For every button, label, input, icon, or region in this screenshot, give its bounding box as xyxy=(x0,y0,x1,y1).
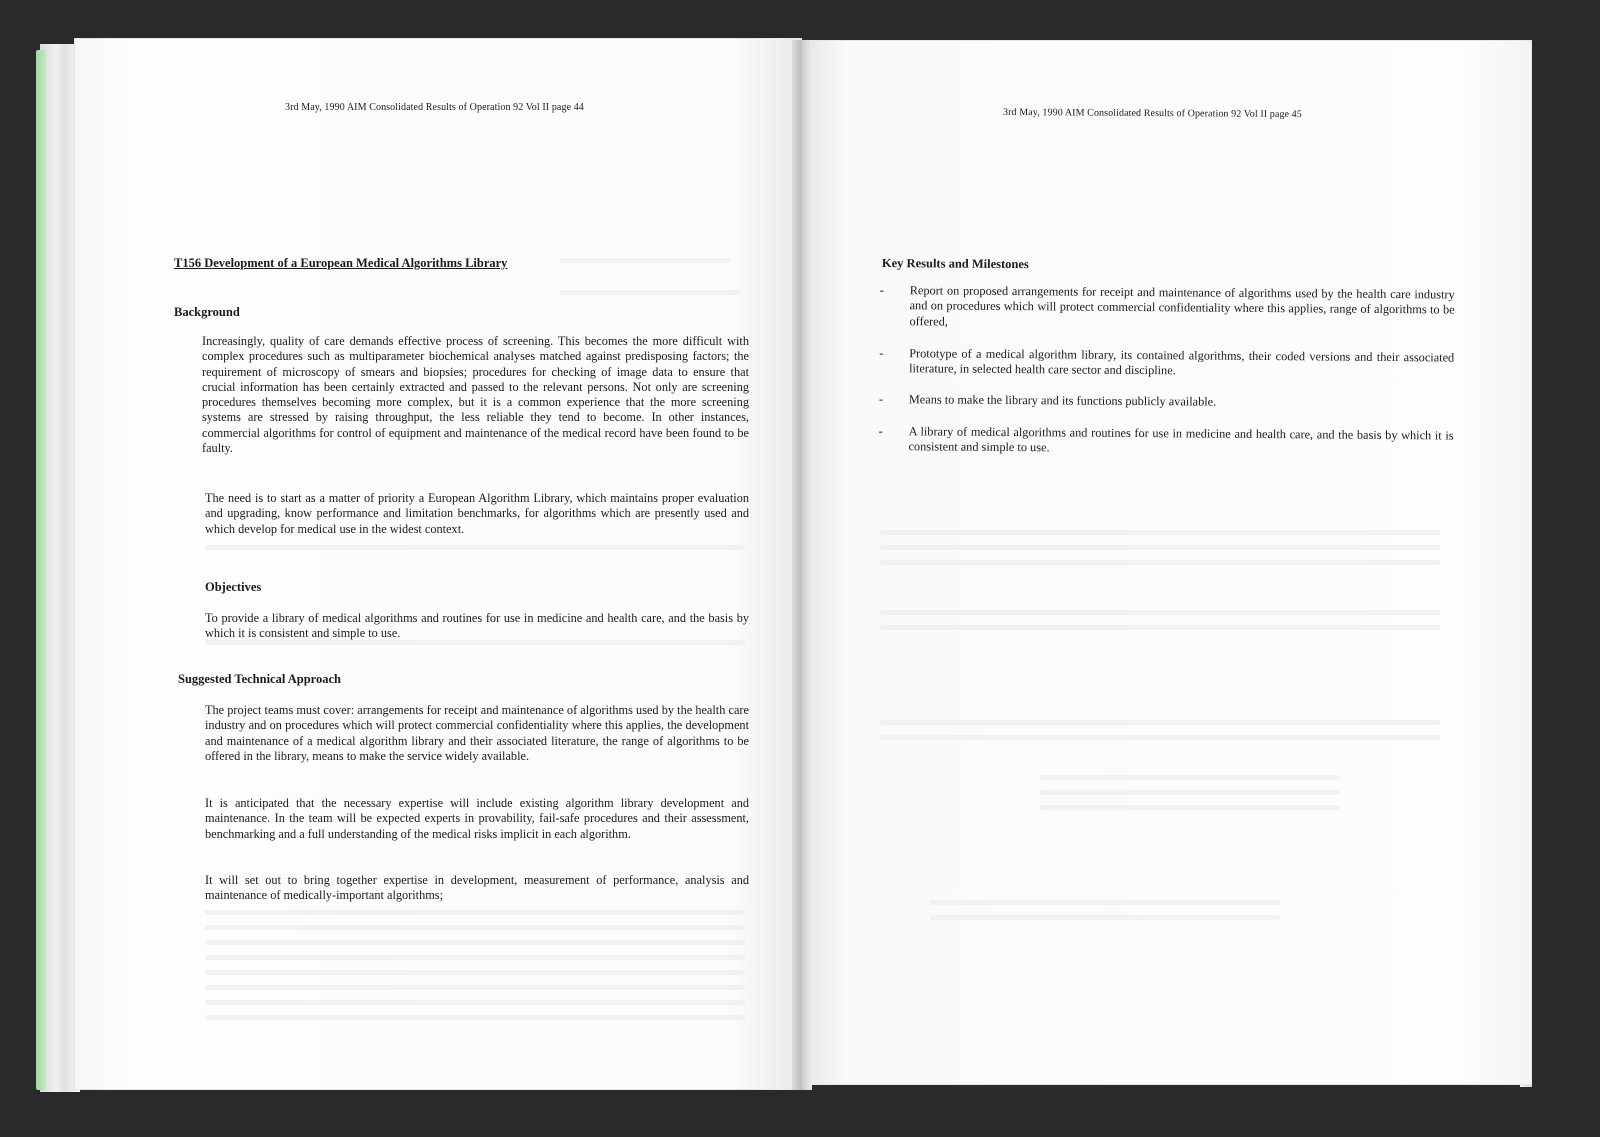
document-title: T156 Development of a European Medical Algorithms Library xyxy=(174,256,508,270)
milestone-item xyxy=(879,345,1455,381)
technical-approach-paragraph-1: The project teams must cover: arrangements for receipt and maintenance of algorithms used by the health care industry and on procedures which will protect commercial confidentiality where this applies, the development and maintenance of a medical algorithm library and their associated literature, the range of algorithms to be offered in the library, means to make the service widely available. xyxy=(205,703,749,763)
technical-approach-paragraph-2: It is anticipated that the necessary expertise will include existing algorithm library development and maintenance. In the team will be expected experts in provability, fail-safe procedures and their assessment, benchmarking and a full understanding of the medical risks implicit in each algorithm. xyxy=(205,796,749,841)
milestone-text: Prototype of a medical algorithm library, its contained algorithms, their coded versions and their associated literature, in selected health care sector and discipline. xyxy=(909,346,1455,378)
background-paragraph-1: Increasingly, quality of care demands effective process of screening. This becomes the more difficult with complex procedures such as multiparameter biochemical analyses matched against predisposing factors; the requirement of microscopy of smears and biopsies; procedures for checking of image data to ensure that crucial information has been certainly extracted and passed to the relevant persons. Not only are screening procedures themselves becoming more complex, but it is a common experience that the more screening systems are stressed by raising throughput, the less reliable they tend to become. In other instances, commercial algorithms for control of equipment and maintenance of the medical record have been found to be faulty. xyxy=(202,334,749,456)
green-page-tab xyxy=(36,50,46,1090)
background-paragraph-2: The need is to start as a matter of priority a European Algorithm Library, which maintains proper evaluation and upgrading, know performance and limitation benchmarks, for algorithms which are presently used and which develop for medical use in the widest context. xyxy=(205,491,749,536)
key-results-heading: Key Results and Milestones xyxy=(881,256,1029,272)
technical-approach-heading: Suggested Technical Approach xyxy=(178,672,342,686)
objectives-heading: Objectives xyxy=(205,580,262,594)
book-gutter xyxy=(792,40,812,1090)
objectives-paragraph: To provide a library of medical algorithms and routines for use in medicine and health care, and the basis by which it is consistent and simple to use. xyxy=(205,611,749,641)
technical-approach-paragraph-3: It will set out to bring together expertise in development, measurement of performance, analysis and maintenance of medically-important algorithms; xyxy=(205,873,749,903)
dash-bullet: - xyxy=(879,282,884,298)
left-page xyxy=(74,38,802,1090)
milestone-text: A library of medical algorithms and routines for use in medicine and health care, and the basis by which it is consistent and simple to use. xyxy=(908,424,1454,455)
right-page-header: 3rd May, 1990 AIM Consolidated Results of Operation 92 Vol II page 45 xyxy=(1002,106,1302,121)
milestone-text: Report on proposed arrangements for receipt and maintenance of algorithms used by the health care industry and on procedures which will protect commercial confidentiality where this applies, range of algorithms to be offered, xyxy=(909,283,1455,329)
dash-bullet: - xyxy=(878,391,884,407)
milestone-text: Means to make the library and its functions publicly available. xyxy=(908,392,1217,409)
left-page-header: 3rd May, 1990 AIM Consolidated Results of Operation 92 Vol II page 44 xyxy=(285,102,584,113)
dash-bullet: - xyxy=(878,423,883,439)
milestone-item xyxy=(878,423,1454,459)
background-heading: Background xyxy=(174,305,240,319)
milestone-item xyxy=(879,282,1455,333)
dash-bullet: - xyxy=(879,345,884,361)
